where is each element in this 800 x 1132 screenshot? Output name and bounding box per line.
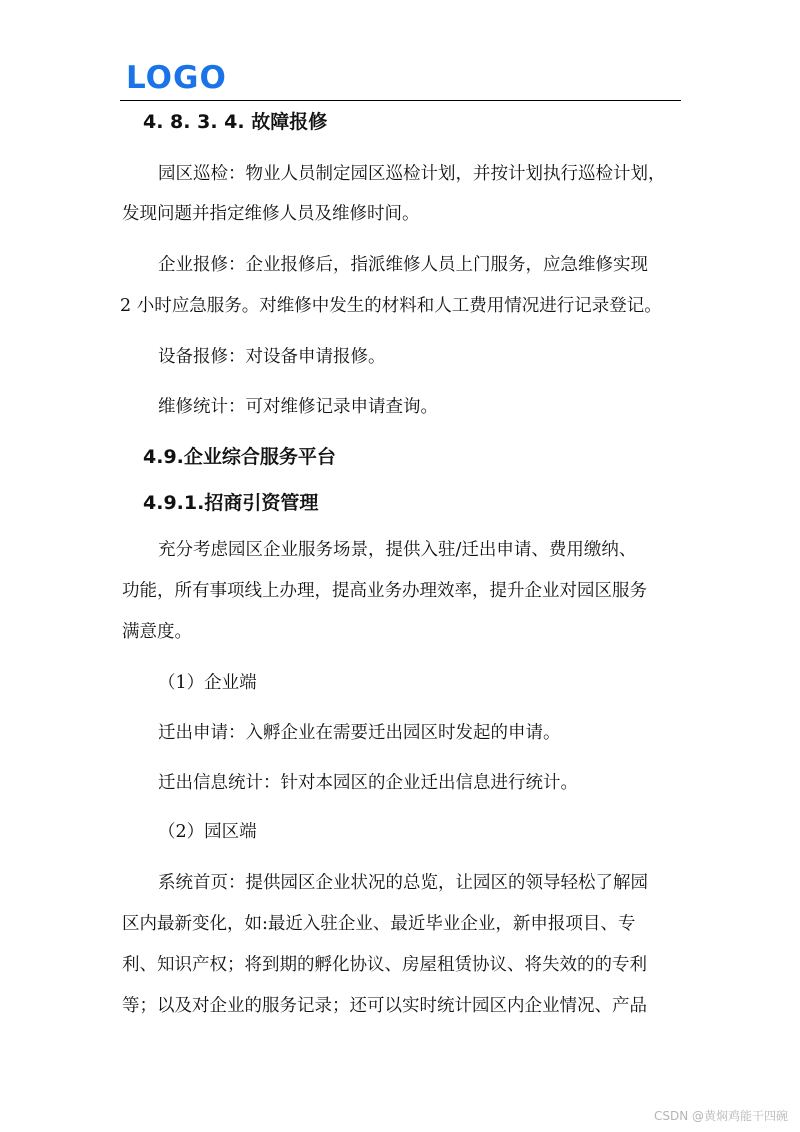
watermark: CSDN @黄焖鸡能干四碗	[653, 1109, 788, 1123]
section-heading-4-9: 4.9.企业综合服务平台	[143, 446, 336, 468]
subheading-park-side: （2）园区端	[158, 822, 257, 842]
paragraph-inspection-line-2: 发现问题并指定维修人员及维修时间。	[122, 204, 420, 224]
paragraph-homepage-line-4: 等；以及对企业的服务记录；还可以实时统计园区内企业情况、产品	[122, 996, 647, 1016]
paragraph-move-out-stats: 迁出信息统计：针对本园区的企业迁出信息进行统计。	[158, 773, 578, 793]
section-heading-4-8-3-4: 4. 8. 3. 4. 故障报修	[143, 111, 328, 133]
paragraph-enterprise-repair-line-2: 2 小时应急服务。对维修中发生的材料和人工费用情况进行记录登记。	[120, 296, 662, 316]
header-divider	[120, 100, 681, 101]
paragraph-investment-line-1: 充分考虑园区企业服务场景，提供入驻/迁出申请、费用缴纳、	[158, 540, 637, 560]
section-heading-4-9-1: 4.9.1.招商引资管理	[143, 492, 319, 514]
logo: LOGO	[126, 60, 227, 96]
paragraph-move-out-application: 迁出申请：入孵企业在需要迁出园区时发起的申请。	[158, 723, 561, 743]
paragraph-repair-stats: 维修统计：可对维修记录申请查询。	[158, 397, 438, 417]
paragraph-homepage-line-3: 利、知识产权；将到期的孵化协议、房屋租赁协议、将失效的的专利	[122, 955, 647, 975]
paragraph-homepage-line-1: 系统首页：提供园区企业状况的总览，让园区的领导轻松了解园	[158, 873, 648, 893]
paragraph-investment-line-2: 功能，所有事项线上办理，提高业务办理效率，提升企业对园区服务	[122, 581, 647, 601]
paragraph-investment-line-3: 满意度。	[122, 622, 192, 642]
paragraph-enterprise-repair-line-1: 企业报修：企业报修后，指派维修人员上门服务，应急维修实现	[158, 255, 648, 275]
paragraph-homepage-line-2: 区内最新变化，如:最近入驻企业、最近毕业企业，新申报项目、专	[122, 914, 636, 934]
subheading-enterprise-side: （1）企业端	[158, 673, 257, 693]
paragraph-inspection-line-1: 园区巡检：物业人员制定园区巡检计划，并按计划执行巡检计划，	[158, 164, 666, 184]
paragraph-device-repair: 设备报修：对设备申请报修。	[158, 347, 386, 367]
